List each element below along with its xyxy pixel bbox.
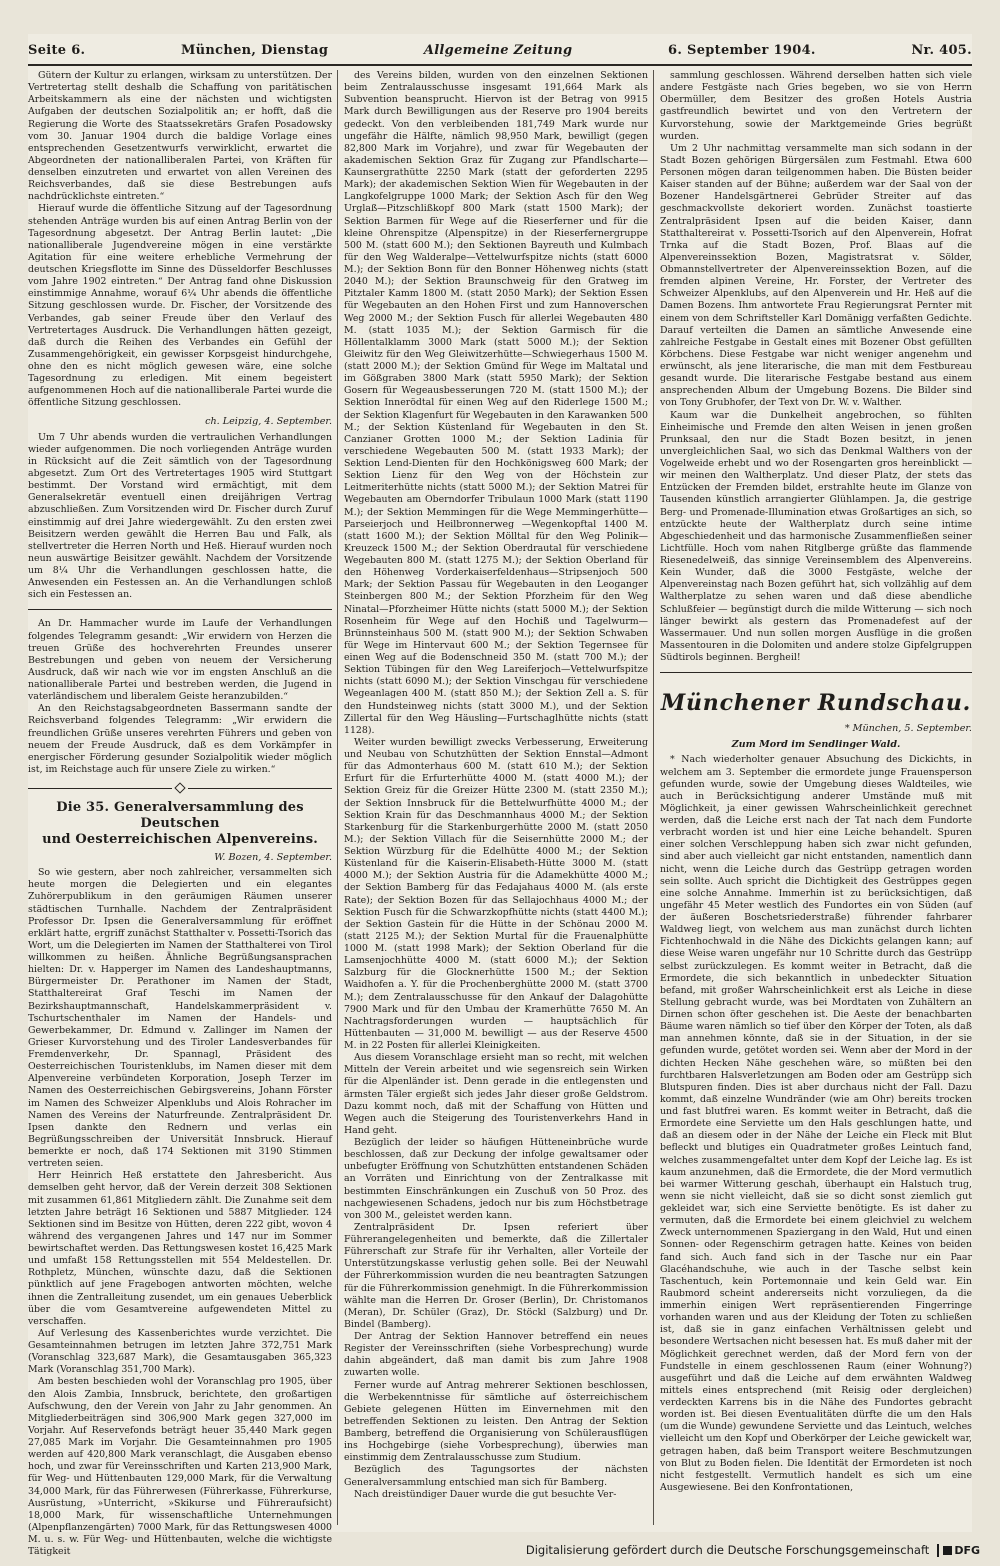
section-heading-line-1: Die 35. Generalversammlung des Deutschen (56, 800, 304, 831)
section-heading (28, 800, 332, 848)
paragraph: Um 7 Uhr abends wurden die vertraulichen Verhandlungen wieder aufgenommen. Die noch vorliegenden Anträge wurden in Rücksicht auf die Zeit sämtlich von der Tagesordnung abgesetzt. Zum Ort des Vertretertages 1905 wird Stuttgart bestimmt. Der Vorstand wird ermächtigt, mit dem Generalsekretär eventuell einen dreijährigen Vertrag abzuschließen. Zum Vorsitzenden wird Dr. Fischer durch Zuruf einstimmig auf drei Jahre wiedergewählt. Zu den ersten zwei Beisitzern werden gewählt die Herren Bau und Falk, als stellvertreter die Herren North und Heß. Hierauf wurden noch neun auswärtige Beisitzer gewählt. Nachdem der Vorsitzende um 8¼ Uhr die Verhandlungen geschlossen hatte, die Anwesenden ein Festessen an. An die Verhandlungen schloß sich ein Festessen an. (28, 431, 332, 601)
rundschau-heading: Münchener Rundschau. (660, 690, 972, 717)
dateline: ch. Leipzig, 4. September. (205, 415, 332, 427)
page-header (28, 38, 972, 62)
paragraph: So wie gestern, aber noch zahlreicher, versammelten sich heute morgen die Delegierten und ein elegantes Zuhörerpublikum in den geräumigen Räumen unserer städtischen Turnhalle. Nachdem der Zentralpräsident Professor Dr. Ipsen die Generalversammlung für eröffnet erklärt hatte, ergriff zunächst Statthalter v. Possetti-Tsorich das Wort, um die Delegierten im Namen der Statthalterei von Tirol willkommen zu heißen. Ähnliche Begrüßungsansprachen hielten: Dr. v. Happerger im Namen des Landeshauptmanns, Bürgermeister Dr. Perathoner im Namen der Stadt, Statthaltereirat Graf Teschi im Namen der Bezirkshauptmannschaft, Handelskammerpräsident v. Tschurtschenthaler im Namen der Handels- und Gewerbekammer, Dr. Edmund v. Zallinger im Namen der Grieser Kurvorstehung und des Tiroler Landesverbandes für Fremdenverkehr, Dr. Spannagl, Präsident des Oesterreichischen Touristenklubs, im Namen dieser mit dem Alpenvereine verbündeten Korporation, Joseph Terzer im Namen des Oesterreichischen Gebirgsvereins, Johann Förster im Namen des Schweizer Alpenklubs und Alois Rohracher im Namen des Vereins der Naturfreunde. Zentralpräsident Dr. Ipsen dankte den Rednern und verlas ein Begrüßungsschreiben der Universität Innsbruck. Hierauf bemerkte er noch, daß 174 Sektionen mit 3190 Stimmen vertreten seien. (28, 867, 332, 1170)
paragraph: Bezüglich des Tagungsortes der nächsten Generalversammlung entschied man sich für Bamberg. (344, 1464, 648, 1488)
paragraph: Auf Verlesung des Kassenberichtes wurde verzichtet. Die Gesamteinnahmen betrugen im letzten Jahre 372,751 Mark (Voranschlag 323,687 Mark), die Gesamtausgaben 365,323 Mark (Voranschlag 351,700 Mark). (28, 1327, 332, 1376)
ornament-divider (28, 784, 332, 792)
column-3 (660, 70, 972, 1525)
dfg-logo-icon (937, 1544, 980, 1557)
paragraph: Nach dreistündiger Dauer wurde die gut besuchte Ver- (354, 1488, 617, 1500)
paragraph: Kaum war die Dunkelheit angebrochen, so fühlten Einheimische und Fremde den alten Weisen in jenen großen Prunksaal, den nur die Stadt Bozen besitzt, in jenen unvergleichlichen Saal, wo sich das Denkmal Walthers von der Vogelweide erhebt und wo der Rosengarten gros hereinblickt — wir meinen den Waltherplatz. Und dieser Platz, der stets das Entzücken der Fremden bildet, erstrahlte heute im Glanze von Tausenden künstlich arrangierter Glühlampen. Ja, die gestrige Berg- und Promenade-Illumination etwas Großartiges an sich, so entzückte heute der Waltherplatz durch seine intime Abgeschiedenheit und das harmonische Zusammenfließen seiner Lichtfülle. Hoch vom nahen Ritglberge grüßte das flammende Riesenedelweiß, das sinnige Vereinsemblem des Alpenvereins. Kein Wunder, daß die 3000 Festgäste, welche der Alpenvereinstag nach Bozen geführt hat, sich vollzählig auf dem Waltherplatze zu sehen waren und daß diese abendliche Schlußfeier — begünstigt durch die milde Witterung — sich noch länger bewirkt als gestern das Promenadefest auf der Wassermauer. Und nun sollen morgen Ausflüge in die großen Massentouren in die Dolomiten und andere stolze Gipfelgruppen Südtirols beginnen. Bergheil! (660, 409, 972, 663)
column-2 (344, 70, 648, 1525)
paragraph: Bezüglich der leider so häufigen Hütteneinbrüche wurde beschlossen, daß zur Deckung der infolge gewaltsamer oder unbefugter Eröffnung von Schutzhütten entstandenen Schäden an Vorräten und Einrichtung von der Zentralkasse mit bestimmten Einschränkungen ein Zuschuß von 50 Proz. des nachgewiesenen Schadens, jedoch nur bis zum Höchstbetrage von 300 M., geleistet werden kann. (344, 1137, 648, 1221)
dateline: * München, 5. September. (844, 723, 972, 735)
section-dateline: W. Bozen, 4. September. (214, 852, 332, 863)
section-heading-line-2: und Oesterreichischen Alpenvereins. (42, 832, 318, 847)
paragraph: * Nach wiederholter genauer Absuchung des Dickichts, in welchem am 3. September die ermordete junge Frauensperson gefunden wurde, sowie der Umgebung dieses Waldteiles, wie auch in Berücksichtigung anderer Umstände muß mit Möglichkeit, ja einer gewissen Wahrscheinlichkeit gerechnet werden, daß die Leiche erst nach der Tat nach dem Fundorte verbracht worden ist und hier eine Leiche behandelt. Spuren einer solchen Verschleppung haben sich zwar nicht gefunden, sind aber auch vielleicht gar nicht entstanden, namentlich dann nicht, wenn die Leiche durch das Gestrüpp getragen worden sein sollte. Auch spricht die Dichtigkeit des Gestrüppes gegen eine solche Annahme. Immerhin ist zu berücksichtigen, daß ungefähr 45 Meter westlich des Fundortes ein von Süden (auf der äußeren Boschetsriederstraße) führender fahrbarer Waldweg liegt, von welchem aus man zunächst durch lichten Fichtenhochwald in die Nähe des Dickichts gelangen kann; auf diese Weise waren ungefähr nur 10 Schritte durch das Gestrüpp selbst zurückzulegen. Es kommt weiter in Betracht, daß die Ermordete, die sich bekanntlich in unbedeckter Situation befand, mit großer Wahrscheinlichkeit erst als Leiche in diese Stellung gebracht wurde, was bei Mordtaten von Zuhältern an Dirnen schon öfter geschehen ist. Die Aeste der benachbarten Bäume waren nämlich so tief über den Körper der Toten, als daß man annehmen könnte, daß sie in der Situation, in der sie gefunden wurde, getötet worden sei. Wenn aber der Mord in der dichten Hecken Nähe geschehen wäre, so müßten bei den furchtbaren Halsverletzungen am Boden oder am Gestrüpp sich Blutspuren finden. Dies ist aber durchaus nicht der Fall. Dazu kommt, daß einzelne Wundränder (wie am Ohr) bereits trocken und fast blutfrei waren. Es kommt weiter in Betracht, daß die Ermordete eine Serviette um den Hals geschlungen hatte, und daß an diesem oder in der Nähe der Leiche ein Fleck mit Blut befleckt und blutiges ein Quadratmeter großes Leintuch fand, welches zusammengefaltet unter dem Kopf der Leiche lag. Es ist kaum anzunehmen, daß die Ermordete, die der Mord vermutlich bei warmer Witterung geschah, überhaupt ein Halstuch trug, wenn sie nicht vielleicht, daß sie so dicht sonst ziemlich gut gekleidet war, sich eine Serviette benötigte. Es ist daher zu vermuten, daß die Ermordete bei einem gleichviel zu welchem Zweck unternommenen Spaziergang in den Wald, Hut und einen Sonnen- oder Regenschirm getragen hatte. Keines von beiden fand sich. Auch fand sich in der Tasche nur ein Paar Glacéhandschuhe, wie auch in der Tasche selbst kein Taschentuch, kein Portemonnaie und kein Geld war. Ein Raubmord scheint andererseits nicht vorzuliegen, da die immerhin einigen Wert repräsentierenden Fingerringe vorhanden waren und aus der Kleidung der Toten zu schließen ist, daß sie in ganz einfachen Verhältnissen gelebt und besondere Wertsachen nicht besessen hat. Es muß daher mit der Möglichkeit gerechnet werden, daß der Mord fern von der Fundstelle in einem geschlossenen Raum (einer Wohnung?) ausgeführt und daß die Leiche auf dem erwähnten Waldweg mittels eines entsprechend (mit Reisig oder dergleichen) verdeckten Karrens bis in die Nähe des Fundortes gebracht worden ist. Bei diesen Eventualitäten dürfte die um den Hals (um die Wunde) gewundene Serviette und das Leintuch, welches vielleicht um den Kopf und Oberkörper der Leiche gewickelt war, getragen haben, daß beim Transport weitere Beschmutzungen von Blut zu Boden fielen. Die Identität der Ermordeten ist noch nicht festgestellt. Vermutlich handelt es sich um eine Ausgewiesene. Bei den Konfrontationen, (660, 754, 972, 1493)
page-number: Seite 6. (28, 42, 86, 58)
issue-number: Nr. 405. (911, 42, 972, 58)
credit-text: Digitalisierung gefördert durch die Deutsche Forschungsgemeinschaft (525, 1543, 930, 1557)
paragraph: Weiter wurden bewilligt zwecks Verbesserung, Erweiterung und Neubau von Schutzhütten der Sektion Ennstal—Admont für das Admonterhaus 600 M. (statt 610 M.); der Sektion Erfurt für die Erfurterhütte 4000 M. (statt 4000 M.); der Sektion Greiz für die Greizer Hütte 2300 M. (statt 2350 M.); der Sektion Innsbruck für die Bettelwurfhütte 4000 M.; der Sektion Krain für das Deschmannhaus 4000 M.; der Sektion Starkenburg für die Starkenburgerhütte 2000 M. (statt 2050 M.); der Sektion Villach für die Seisernhütte 2000 M.; der Sektion Würzburg für die Edelhütte 4000 M.; der Sektion Küstenland für die Kaiserin-Elisabeth-Hütte 3000 M. (statt 4000 M.); der Sektion Austria für die Adamekhütte 4000 M.; der Sektion Bamberg für das Fedajahaus 4000 M. (als erste Rate); der Sektion Bozen für das Sellajochhaus 4000 M.; der Sektion Fusch für die Schwarzkopfhütte nichts (statt 4400 M.); der Sektion Gastein für die Hütte in der Schönau 2000 M. (statt 2125 M.); der Sektion Murtal für die Frauenalphütte 1000 M. (statt 1998 Mark); der Sektion Oberland für die Lamsenjochhütte 4000 M. (statt 6000 M.); der Sektion Salzburg für die Glocknerhütte 1500 M.; der Sektion Waidhofen a. Y. für die Prochenberghütte 2000 M. (statt 3700 M.); dem Zentralausschusse für den Ankauf der Dalagohütte 7900 Mark und für den Umbau der Kramerhütte 7650 M. An Nachtragsforderungen wurden — hauptsächlich für Hüttenbauten — 31,000 M. bewilligt — aus der Reserve 4500 M. in 22 Posten für allerlei Kleinigkeiten. (344, 736, 648, 1051)
section-divider (28, 609, 332, 610)
paragraph: An Dr. Hammacher wurde im Laufe der Verhandlungen folgendes Telegramm gesandt: „Wir erwidern von Herzen die treuen Grüße des hochverehrten Freundes unserer Bestrebungen und geben von neuem der Versicherung Ausdruck, daß wir nach wie vor im engsten Anschluß an die nationalliberale Partei und bestreben werden, die Jugend in vaterländischem und liberalem Geiste heranzubilden.“ (28, 618, 332, 703)
paragraph: des Vereins bilden, wurden von den einzelnen Sektionen beim Zentralausschusse insgesamt 191,664 Mark als Subvention beansprucht. Hiervon ist der Betrag von 9915 Mark durch Bewilligungen aus der Reserve pro 1904 bereits gedeckt. Von den verbleibenden 181,749 Mark wurde nur ungefähr die Hälfte, nämlich 98,950 Mark, bewilligt (gegen 82,800 Mark im Vorjahre), und zwar für Wegebauten der akademischen Sektion Graz für Zugang zur Pfandlscharte—Kaunsergrathütte 2250 Mark (statt der geforderten 2295 Mark); der akademischen Sektion Wien für Wegebauten in der Langkofelgruppe 1000 Mark; der Sektion Asch für den Weg Urglaß—Pitzschlißkopf 800 Mark (statt 1500 Mark); der Sektion Barmen für Wege auf die Rieserferner und für die kleine Ohrenspitze (Alpenspitze) in der Rieserfernergruppe 500 M. (statt 600 M.); den Sektionen Bayreuth und Kulmbach für den Weg Walderalpe—Vettelwurfspitze nichts (statt 6000 M.); der Sektion Bonn für den Bonner Höhenweg nichts (statt 2040 M.); der Sektion Braunschweig für den Gratweg im Pitztaler Kamm 1800 M. (statt 2050 Mark); der Sektion Essen für Wegebauten an den Hohen First und zum Hannoverschen Weg 2000 M.; der Sektion Fusch für allerlei Wegebauten 480 M. (statt 1035 M.); der Sektion Garmisch für die Höllentalklamm 3000 Mark (statt 5000 M.); der Sektion Gleiwitz für den Weg Gleiwitzerhütte—Schwiegerhaus 1500 M. (statt 2000 M.); der Sektion Gmünd für Wege im Maltatal und im Gößgraben 3800 Mark (statt 5950 Mark); der Sektion Gosern für Wegeausbesserungen 720 M. (statt 1500 M.); der Sektion Innerödtal für einen Weg auf den Riderlege 1500 M.; der Sektion Klagenfurt für Wegebauten in den Karawanken 500 M.; der Sektion Küstenland für Wegebauten in den St. Canzianer Grotten 1000 M.; der Sektion Ladinia für verschiedene Wegebauten 500 M. (statt 1933 Mark); der Sektion Lend-Dienten für den Hochkönigsweg 600 Mark; der Sektion Lienz für den Weg von der Höchstein zur Leitmeriterhütte nichts (statt 5000 M.); der Sektion Matrei für Wegebauten am Oberndorfer Tribulaun 1000 Mark (statt 1190 M.); der Sektion Memmingen für die Wege Memmingerhütte—Parseierjoch und Heilbronnerweg —Wegenkopftal 1400 M. (statt 1600 M.); der Sektion Mölltal für den Weg Polinik—Kreuzeck 1500 M.; der Sektion Oberdrautal für verschiedene Wegebauten 800 M. (statt 1275 M.); der Sektion Oberland für den Höhenweg Vorderkaiserfeldenhaus—Stripsenjoch 500 Mark; der Sektion Passau für Wegebauten in den Leoganger Steinbergen 800 M.; der Sektion Pforzheim für den Weg Ninatal—Pforzheimer Hütte nichts (statt 5000 M.); der Sektion Rosenheim für Wege auf den Hochiß und Tagelwurm—Brünnsteinhaus 500 M. (statt 900 M.); der Sektion Schwaben für Wege im Hintervaut 600 M.; der Sektion Tegernsee für einen Weg auf die Bodenschneid 350 M. (statt 700 M.); der Sektion Tübingen für den Weg Lareiferjoch—Vettelwurfspitze nichts (statt 6090 M.); der Sektion Vinschgau für verschiedene Wegeanlagen 400 M. (statt 850 M.); der Sektion Zell a. S. für den Hundsteinweg nichts (statt 3000 M.), und der Sektion Zillertal für den Weg Häusling—Furtschaglhütte nichts (statt 1128). (344, 70, 648, 736)
newspaper-title: Allgemeine Zeitung (423, 42, 573, 58)
paragraph: An den Reichstagsabgeordneten Bassermann sandte der Reichsverband folgendes Telegramm: „Wir erwidern die freundlichen Grüße unseres verehrten Führers und geben von neuem der Freude Ausdruck, daß es dem Vorkämpfer in energischer Förderung gesunder Sozialpolitik wieder möglich ist, im Reichstage auch für unsere Ziele zu wirken.“ (28, 703, 332, 775)
section-divider (660, 672, 972, 673)
column-rule (337, 70, 338, 1525)
paragraph: Am besten beschieden wohl der Voranschlag pro 1905, über den Alois Zambia, Innsbruck, berichtete, den großartigen Aufschwung, den der Verein von Jahr zu Jahr genommen. An Mitgliederbeiträgen sind 306,900 Mark gegen 327,000 im Vorjahr. Auf Reservefonds beträgt heuer 35,440 Mark gegen 27,085 Mark im Vorjahr. Die Gesamteinnahmen pro 1905 werden auf 420,800 Mark veranschlagt, die Ausgaben ebenso hoch, und zwar für Vereinsschriften und Karten 213,900 Mark, für Weg- und Hüttenbauten 129,000 Mark, für die Verwaltung 34,000 Mark, für das Führerwesen (Führerkasse, Führerkurse, Ausrüstung, »Unterricht, »Skikurse und Führeraufsicht) 18,000 Mark, für wissenschaftliche Unternehmungen (Alpenpflanzengärten) 7000 Mark, für das Rettungswesen 4000 M. u. s. w. Für Weg- und Hüttenbauten, welche die wichtigste Tätigkeit (28, 1376, 332, 1558)
header-rule (28, 64, 972, 66)
article-subheading: Zum Mord im Sendlinger Wald. (731, 739, 901, 751)
paragraph: Gütern der Kultur zu erlangen, wirksam zu unterstützen. Der Vertretertag stellt deshalb die Schaffung von paritätischen Arbeitskammern als eine der nächsten und wichtigsten Aufgaben der deutschen Sozialpolitik an; er hofft, daß die Regierung die Worte des Staatssekretärs Grafen Posadowsky vom 30. Januar 1904 durch die baldige Vorlage eines entsprechenden Gesetzentwurfs verwirklicht, erwartet die Abgeordneten der nationalliberalen Partei, von Kräften für denselben einzutreten und erwartet von allen Vereinen des Reichsverbandes, daß sie diese Bestrebungen aufs nachdrücklichste eintreten.“ (28, 70, 332, 203)
column-rule (653, 70, 654, 1525)
paragraph: Um 2 Uhr nachmittag versammelte man sich sodann in der Stadt Bozen gehörigen Bürgersälen zum Festmahl. Etwa 600 Personen mögen daran teilgenommen haben. Die Büsten beider Kaiser standen auf der Bühne; außerdem war der Saal von der Bozener Handelsgärtnerei Gebrüder Streiter auf das geschmackvollste dekoriert worden. Zunächst toastierte Zentralpräsident Ipsen auf die beiden Kaiser, dann Statthaltereirat v. Possetti-Tsorich auf den Alpenverein, Hofrat Trnka auf die Stadt Bozen, Prof. Blaas auf die Alpenvereinssektion Bozen, Magistratsrat v. Sölder, Obmannstellvertreter der Alpenvereinssektion Bozen, auf die fremden alpinen Vereine, Hr. Forster, der Vertreter des Schweizer Alpenklubs, auf den Alpenverein und Hr. Heß auf die Damen Bozens. Ihm antwortete Frau Regierungsrat Pernter mit einem von dem Schriftsteller Karl Domänigg verfaßten Gedichte. Darauf verteilten die Damen an sämtliche Anwesende eine zahlreiche Festgabe in Gestalt eines mit Bozener Obst gefüllten Körbchens. Diese Festgabe war nicht weniger angenehm und erwünscht, als jene literarische, die man mit dem Festbureau gesandt wurde. Die literarische Festgabe bestand aus einem ansprechenden Album der Umgebung Bozens. Die Bilder sind von Tony Grubhofer, der Text von Dr. W. v. Walther. (660, 142, 972, 409)
dfg-logo-text: DFG (954, 1543, 980, 1557)
paragraph: Herr Heinrich Heß erstattete den Jahresbericht. Aus demselben geht hervor, daß der Verein derzeit 308 Sektionen mit zusammen 61,861 Mitgliedern zählt. Die Zunahme seit dem letzten Jahre beträgt 16 Sektionen und 5887 Mitglieder. 124 Sektionen sind im Besitze von Hütten, deren 222 gibt, wovon 4 während des vergangenen Jahres und 147 nur im Sommer bewirtschaftet werden. Das Rettungswesen kostet 16,425 Mark und umfaßt 158 Rettungsstellen mit 554 Meldestellen. Dr. Rothpletz, München, wünschte dazu, daß die Sektionen pünktlich auf jene Fragebogen antworten möchten, welche ihnen die Zentralleitung zusendet, um ein genaues Ueberblick über die vom Gesamtvereine aufgewendeten Mittel zu verschaffen. (28, 1170, 332, 1327)
place-day: München, Dienstag (180, 42, 329, 58)
paragraph: Zentralpräsident Dr. Ipsen referiert über Führerangelegenheiten und bemerkte, daß die Zillertaler Führerschaft zur Strafe für ihr Verhalten, aller Vorteile der Unterstützungskasse verlustig gehen solle. Bei der Neuwahl der Führerkommission wurden die neu beantragten Satzungen für die Führerkommission genehmigt. In die Führerkommission wählte man die Herren Dr. Groser (Berlin), Dr. Christomanos (Meran), Dr. Schüler (Graz), Dr. Stöckl (Salzburg) und Dr. Bindel (Bamberg). (344, 1221, 648, 1330)
issue-date: 6. September 1904. (668, 42, 816, 58)
paragraph: Der Antrag der Sektion Hannover betreffend ein neues Register der Vereinsschriften (siehe Vorbesprechung) wurde dahin abgeändert, daß man damit bis zum Jahre 1908 zuwarten wolle. (344, 1331, 648, 1379)
paragraph: Hierauf wurde die öffentliche Sitzung auf der Tagesordnung stehenden Anträge wurden bis auf einen Antrag Berlin von der Tagesordnung abgesetzt. Der Antrag Berlin lautet: „Die nationalliberale Jugendvereine mögen in eine verstärkte Agitation für eine weitere erhebliche Vermehrung der deutschen Kriegsflotte im Sinne des Düsseldorfer Beschlusses vom Jahre 1902 eintreten.“ Der Antrag fand ohne Diskussion einstimmige Annahme, worauf 6¼ Uhr abends die öffentliche Sitzung geschlossen wurde. Dr. Fischer, der Vorsitzende des Verbandes, gab seiner Freude über den Verlauf des Vertretertages Ausdruck. Die Verhandlungen hätten gezeigt, daß durch die Reihen des Verbandes ein Gefühl der Zusammengehörigkeit, ein gewisser Korpsgeist hindurchgehe, ohne den es nicht möglich gewesen wäre, eine solche Tagesordnung zu erledigen. Mit einem begeistert aufgenommenen Hoch auf die nationalliberale Partei wurde die öffentliche Sitzung geschlossen. (28, 203, 332, 409)
paragraph: sammlung geschlossen. Während derselben hatten sich viele andere Festgäste nach Gries begeben, wo sie von Herrn Obermüller, dem Besitzer des großen Hotels Austria gastfreundlich bewirtet und von den Vertretern der Kurvorstehung, sowie der Marktgemeinde Gries begrüßt wurden. (660, 70, 972, 142)
paragraph: Ferner wurde auf Antrag mehrerer Sektionen beschlossen, die Werbekenntnisse für sämtliche auf österreichischem Gebiete gelegenen Hütten im Einvernehmen mit den betreffenden Sektionen zu leisten. Den Antrag der Sektion Bamberg, betreffend die Organisierung von Schülerausflügen ins Hochgebirge (siehe Vorbesprechung), überwies man einstimmig dem Zentralausschusse zum Studium. (344, 1379, 648, 1464)
column-1 (28, 70, 332, 1558)
paragraph: Aus diesem Voranschlage ersieht man so recht, mit welchen Mitteln der Verein arbeitet und wie segensreich sein Wirken für die Alpenländer ist. Denn gerade in die entlegensten und ärmsten Täler ergießt sich jedes Jahr dieser große Geldstrom. Dazu kommt noch, daß mit der Schaffung von Hütten und Wegen auch die Steigerung des Touristenverkehrs Hand in Hand geht. (344, 1052, 648, 1136)
digitization-credit (526, 1540, 980, 1560)
